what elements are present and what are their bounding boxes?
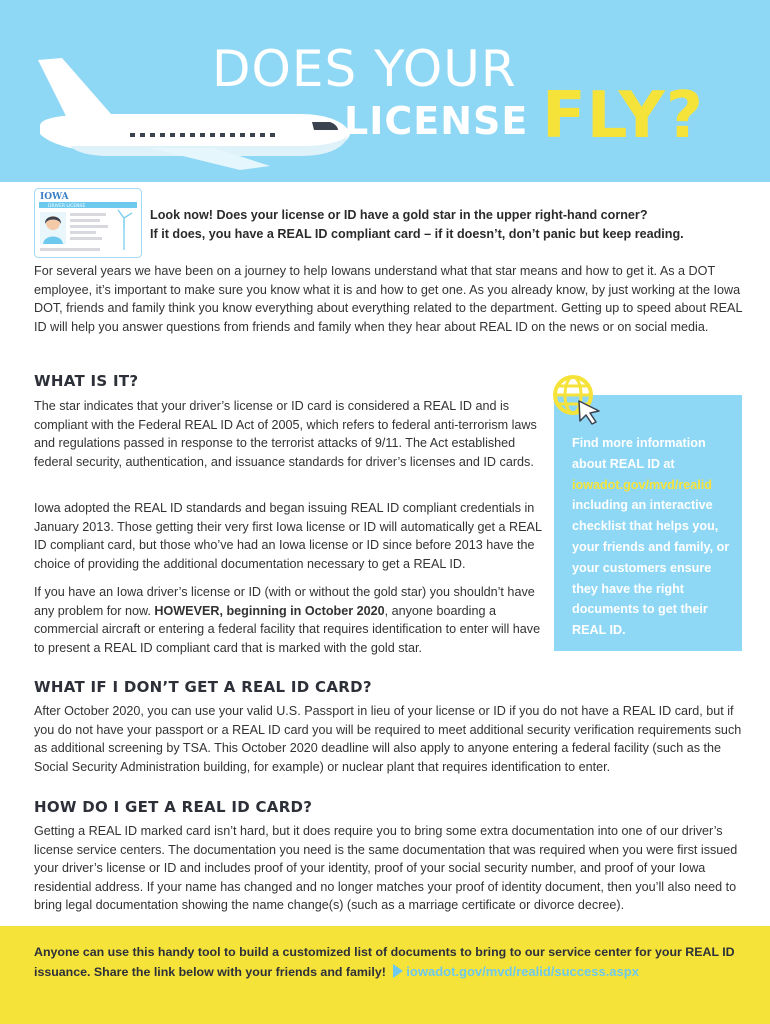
- section2-paragraph: After October 2020, you can use your valid U.S. Passport in lieu of your license or ID if you do not have a REAL ID card, but if you do not have your passport or a REAL ID card you will be required to meet additional security verification requirements such as additional screening by TSA. This October 2020 deadline will also apply to anyone entering a federal facility (such as the Social Security Administration building, for example) or nuclear plant that requires identification to enter.: [34, 704, 742, 774]
- realid-link[interactable]: iowadot.gov/mvd/realid: [572, 477, 712, 492]
- heading-how-do-i: HOW DO I GET A REAL ID CARD?: [34, 798, 313, 816]
- header-banner: [0, 0, 770, 182]
- title-fly: FLY?: [542, 79, 704, 153]
- info-sidebox: [554, 395, 742, 651]
- section1-p3-bold: HOWEVER, beginning in October 2020: [154, 603, 385, 618]
- sidebox-text-before: Find more information about REAL ID at: [572, 436, 706, 471]
- section1-paragraph-2: Iowa adopted the REAL ID standards and began issuing REAL ID compliant credentials in January 2013. Those getting their very first Iowa license or ID will automatically get a REAL ID compliant card, but those who’ve had an Iowa license or ID since before 2013 have the choice of providing the additional documentation necessary to get a REAL ID.: [34, 501, 542, 571]
- id-card-illustration: [34, 188, 142, 258]
- lead-line-1: Look now! Does your license or ID have a gold star in the upper right-hand corner?: [150, 208, 648, 222]
- sidebox-text-after: including an interactive checklist that helps you, your friends and family, or your customers ensure they have the right documents to get their REAL ID.: [572, 498, 730, 638]
- footer-banner: [0, 926, 770, 1024]
- title-does-your: DOES YOUR: [212, 40, 517, 98]
- lead-line-2: If it does, you have a REAL ID compliant card – if it doesn’t, don’t panic but keep reading.: [150, 227, 684, 241]
- intro-paragraph: For several years we have been on a journey to help Iowans understand what that star means and how to get it. As a DOT employee, it’s important to make sure you know what it is and how to get one. As you already know, by just working at the Iowa DOT, friends and family think you know everything about everything related to the department. Getting up to speed about REAL ID will help you answer questions from friends and family when they hear about REAL ID on the news or on social media.: [34, 264, 742, 334]
- id-card-state: IOWA: [40, 192, 69, 202]
- sidebox-text: [572, 433, 732, 641]
- id-card-label: DRIVER LICENSE: [48, 204, 86, 209]
- section1-p3-before: If you have an Iowa driver’s license or ID (with or without the gold star) you shouldn’t have any problem for now.: [34, 585, 535, 618]
- heading-what-if: WHAT IF I DON’T GET A REAL ID CARD?: [34, 678, 372, 696]
- section1-paragraph-3: [34, 583, 542, 657]
- title-license: LICENSE: [344, 99, 529, 143]
- section1-paragraph-1: The star indicates that your driver’s license or ID card is considered a REAL ID and is compliant with the Federal REAL ID Act of 2005, which refers to federal anti-terrorism laws and regulations passed in response to the terrorist attacks of 9/11. The Act established federal security, authentication, and issuance standards for driver’s licenses and ID cards.: [34, 399, 537, 469]
- banner-text: [34, 942, 744, 982]
- success-link[interactable]: iowadot.gov/mvd/realid/success.aspx: [406, 964, 639, 979]
- heading-what-is-it: WHAT IS IT?: [34, 372, 139, 390]
- arrow-right-icon: [393, 964, 403, 978]
- lead-question: [150, 206, 750, 244]
- section1-p3-after: , anyone boarding a commercial aircraft or entering a federal facility that requires identification to enter will have to present a REAL ID compliant card that is marked with the gold star.: [34, 603, 541, 655]
- banner-message: Anyone can use this handy tool to build a customized list of documents to bring to our service center for your REAL ID issuance. Share the link below with your friends and family!: [34, 945, 735, 979]
- section3-paragraph: Getting a REAL ID marked card isn’t hard, but it does require you to bring some extra documentation into one of our driver’s license service centers. The documentation you need is the same documentation that was required when you were first issued your driver’s license or ID and includes proof of your identity, proof of your social security number, and proof of your Iowa residential address. If your name has changed and no longer matches your proof of identity document, then you’ll also need to bring legal documentation showing the name change(s) (such as a marriage certificate or divorce decree).: [34, 824, 738, 912]
- globe-cursor-icon: [549, 371, 605, 427]
